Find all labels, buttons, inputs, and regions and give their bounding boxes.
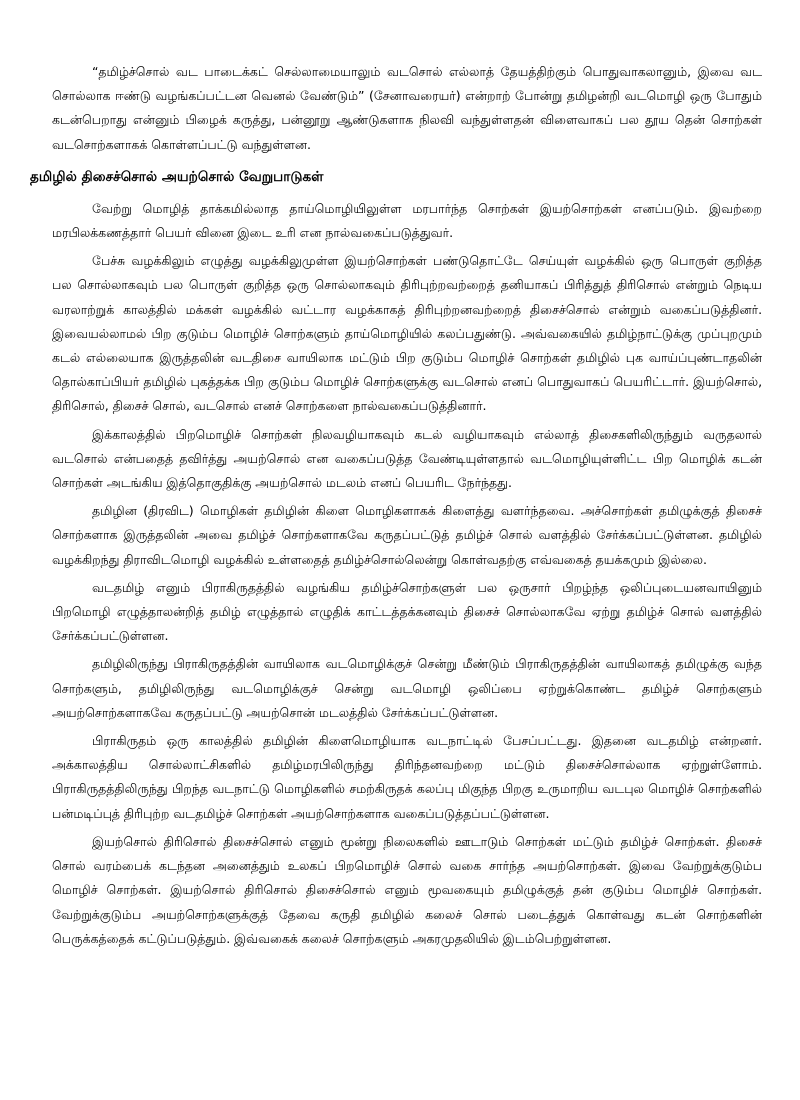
paragraph: தமிழின (திரவிட) மொழிகள் தமிழின் கிளை மொழிகளாகக் கிளைத்து வளர்ந்தவை. அச்சொற்கள் தமிழுக்குத் திசைச் சொற்களாக இருத்தலின் அவை தமிழ்ச் சொற்களாகவே கருதப்பட்டுத் தமிழ்ச் சொல் வளத்தில் சேர்க்கப்பட்டுள்ளன. தமிழில் வழக்கிறந்து திராவிடமொழி வழக்கில் உள்ளதைத் தமிழ்ச்சொல்லென்று கொள்வதற்கு எவ்வகைத் தயக்கமும் இல்லை. xyxy=(52,503,762,567)
paragraph: பிராகிருதம் ஒரு காலத்தில் தமிழின் கிளைமொழியாக வடநாட்டில் பேசப்பட்டது. இதனை வடதமிழ் என்றனர். அக்காலத்திய சொல்லாட்சிகளில் தமிழ்மரபிலிருந்து திரிந்தனவற்றை மட்டும் திசைச்சொல்லாக ஏற்றுள்ளோம். பிராகிருதத்திலிருந்து பிறந்த வடநாட்டு மொழிகளில் சமற்கிருதக் கலப்பு மிகுந்த பிறகு உருமாறிய வடபுல மொழிச் சொற்களில் பன்மடிப்புத் திரிபுற்ற வடதமிழ்ச் சொற்கள் அயற்சொற்களாக வகைப்படுத்தப்பட்டுள்ளன. xyxy=(52,733,762,821)
paragraph: வடதமிழ் எனும் பிராகிருதத்தில் வழங்கிய தமிழ்ச்சொற்களுள் பல ஒருசார் பிறழ்ந்த ஒலிப்புடையனவாயினும் பிறமொழி எழுத்தாலன்றித் தமிழ் எழுத்தால் எழுதிக் காட்டத்தக்கனவும் திசைச் சொல்லாகவே ஏற்று தமிழ்ச் சொல் வளத்தில் சேர்க்கப்பட்டுள்ளன. xyxy=(52,579,762,644)
paragraph: பேச்சு வழக்கிலும் எழுத்து வழக்கிலுமுள்ள இயற்சொற்கள் பண்டுதொட்டே செய்யுள் வழக்கில் ஒரு பொருள் குறித்த பல சொல்லாகவும் பல பொருள் குறித்த ஒரு சொல்லாகவும் திரிபுற்றவற்றைத் தனியாகப் பிரித்துத் திரிசொல் என்றும் நெடிய வரலாற்றுக் காலத்தில் மக்கள் வழக்கில் வட்டார வழக்காகத் திரிபுற்றனவற்றைத் திசைச்சொல் என்றும் வகைப்படுத்தினர். இவையல்லாமல் பிற குடும்ப மொழிச் சொற்களும் தாய்மொழியில் கலப்பதுண்டு. அவ்வகையில் தமிழ்நாட்டுக்கு முப்புறமும் கடல் எல்லையாக இருத்தலின் வடதிசை வாயிலாக மட்டும் பிற குடும்ப மொழிச் சொற்கள் தமிழில் புக வாய்ப்புண்டாதலின் தொல்காப்பியர் தமிழில் புகத்தக்க பிற குடும்ப மொழிச் சொற்களுக்கு வடசொல் எனப் பொதுவாகப் பெயரிட்டார். இயற்சொல், திரிசொல், திசைச் சொல், வடசொல் எனச் சொற்களை நால்வகைப்படுத்தினார். xyxy=(52,253,762,414)
section-heading: தமிழில் திசைச்சொல் அயற்சொல் வேறுபாடுகள் xyxy=(30,168,324,185)
paragraph: தமிழிலிருந்து பிராகிருதத்தின் வாயிலாக வடமொழிக்குச் சென்று மீண்டும் பிராகிருதத்தின் வாயிலாகத் தமிழுக்கு வந்த சொற்களும், தமிழிலிருந்து வடமொழிக்குச் சென்று வடமொழி ஒலிப்பை ஏற்றுக்கொண்ட தமிழ்ச் சொற்களும் அயற்சொற்களாகவே கருதப்பட்டு அயற்சொன் மடலத்தில் சேர்க்கப்பட்டுள்ளன. xyxy=(52,656,762,720)
paragraph: இயற்சொல் திரிசொல் திசைச்சொல் எனும் மூன்று நிலைகளில் ஊடாடும் சொற்கள் மட்டும் தமிழ்ச் சொற்கள். திசைச் சொல் வரம்பைக் கடந்தன அனைத்தும் உலகப் பிறமொழிச் சொல் வகை சார்ந்த அயற்சொற்கள். இவை வேற்றுக்குடும்ப மொழிச் சொற்கள். இயற்சொல் திரிசொல் திசைச்சொல் எனும் மூவகையும் தமிழுக்குத் தன் குடும்ப மொழிச் சொற்கள். வேற்றுக்குடும்ப அயற்சொற்களுக்குத் தேவை கருதி தமிழில் கலைச் சொல் படைத்துக் கொள்வது கடன் சொற்களின் பெருக்கத்தைக் கட்டுப்படுத்தும். இவ்வகைக் கலைச் சொற்களும் அகரமுதலியில் இடம்பெற்றுள்ளன. xyxy=(52,833,762,946)
paragraph: வேற்று மொழித் தாக்கமில்லாத தாய்மொழியிலுள்ள மரபார்ந்த சொற்கள் இயற்சொற்கள் எனப்படும். இவற்றை மரபிலக்கணத்தார் பெயர் வினை இடை உரி என நால்வகைப்படுத்துவர். xyxy=(52,200,762,241)
paragraph-intro: “தமிழ்ச்சொல் வட பாடைக்கட் செல்லாமையாலும் வடசொல் எல்லாத் தேயத்திற்கும் பொதுவாகலானும், இவை வட சொல்லாக ஈண்டு வழங்கப்பட்டன வெனல் வேண்டும்” (சேனாவரையர்) என்றாற் போன்று தமிழன்றி வடமொழி ஒரு போதும் கடன்பெறாது என்னும் பிழைக் கருத்து, பன்னூறு ஆண்டுகளாக நிலவி வந்துள்ளதன் விளைவாகப் பல தூய தென் சொற்கள் வடசொற்களாகக் கொள்ளப்பட்டு வந்துள்ளன. xyxy=(52,64,762,152)
paragraph: இக்காலத்தில் பிறமொழிச் சொற்கள் நிலவழியாகவும் கடல் வழியாகவும் எல்லாத் திசைகளிலிருந்தும் வருதலால் வடசொல் என்பதைத் தவிர்த்து அயற்சொல் என வகைப்படுத்த வேண்டியுள்ளதால் வடமொழியுள்ளிட்ட பிற மொழிக் கடன் சொற்கள் அடங்கிய இத்தொகுதிக்கு அயற்சொல் மடலம் எனப் பெயரிட நேர்ந்தது. xyxy=(52,426,762,491)
